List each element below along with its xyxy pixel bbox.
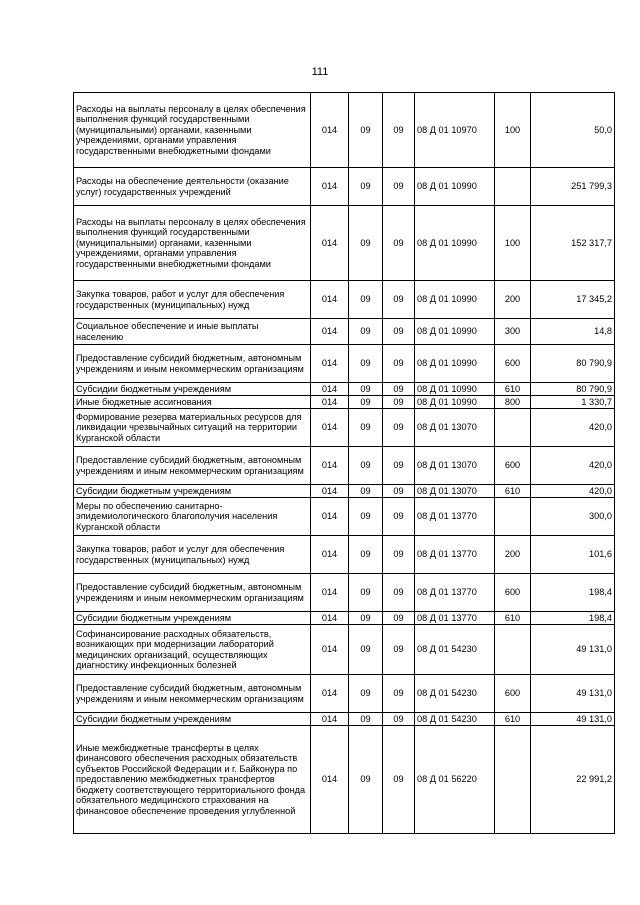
expense-type-cell: 200 <box>495 536 531 574</box>
target-article-cell: 08 Д 01 13770 <box>415 498 495 536</box>
table-row <box>74 713 615 726</box>
subsection-code-cell: 09 <box>383 726 415 834</box>
target-article-cell: 08 Д 01 10990 <box>415 319 495 345</box>
amount-cell: 300,0 <box>531 498 615 536</box>
target-article-cell: 08 Д 01 10990 <box>415 345 495 383</box>
subsection-code-cell: 09 <box>383 713 415 726</box>
table-row <box>74 574 615 612</box>
amount-cell: 198,4 <box>531 612 615 625</box>
expense-type-cell <box>495 409 531 447</box>
row-name-cell: Субсидии бюджетным учреждениям <box>74 485 311 498</box>
table-row <box>74 383 615 396</box>
expense-type-cell: 300 <box>495 319 531 345</box>
page-number: 111 <box>311 66 329 78</box>
ministry-code-cell: 014 <box>311 93 349 168</box>
table-row <box>74 498 615 536</box>
section-code-cell: 09 <box>349 574 383 612</box>
row-name-cell: Расходы на выплаты персоналу в целях обеспечения выполнения функций государственными (муниципальными) органами, казенными учреждениями, органами управления государственными внебюджетными фондами <box>74 93 311 168</box>
ministry-code-cell: 014 <box>311 396 349 409</box>
target-article-cell: 08 Д 01 10990 <box>415 383 495 396</box>
ministry-code-cell: 014 <box>311 168 349 206</box>
table-row <box>74 675 615 713</box>
ministry-code-cell: 014 <box>311 726 349 834</box>
row-name-cell: Предоставление субсидий бюджетным, автономным учреждениям и иным некоммерческим организациям <box>74 447 311 485</box>
table-row <box>74 612 615 625</box>
ministry-code-cell: 014 <box>311 713 349 726</box>
row-name-cell: Предоставление субсидий бюджетным, автономным учреждениям и иным некоммерческим организациям <box>74 675 311 713</box>
row-name-cell: Закупка товаров, работ и услуг для обеспечения государственных (муниципальных) нужд <box>74 281 311 319</box>
row-name-cell: Закупка товаров, работ и услуг для обеспечения государственных (муниципальных) нужд <box>74 536 311 574</box>
amount-cell: 1 330,7 <box>531 396 615 409</box>
row-name-cell: Предоставление субсидий бюджетным, автономным учреждениям и иным некоммерческим организациям <box>74 574 311 612</box>
section-code-cell: 09 <box>349 498 383 536</box>
amount-cell: 101,6 <box>531 536 615 574</box>
section-code-cell: 09 <box>349 536 383 574</box>
subsection-code-cell: 09 <box>383 206 415 281</box>
row-name-cell: Предоставление субсидий бюджетным, автономным учреждениям и иным некоммерческим организациям <box>74 345 311 383</box>
table-row <box>74 93 615 168</box>
target-article-cell: 08 Д 01 13070 <box>415 409 495 447</box>
budget-table <box>73 92 615 834</box>
subsection-code-cell: 09 <box>383 409 415 447</box>
target-article-cell: 08 Д 01 13770 <box>415 536 495 574</box>
section-code-cell: 09 <box>349 409 383 447</box>
subsection-code-cell: 09 <box>383 612 415 625</box>
expense-type-cell: 610 <box>495 485 531 498</box>
ministry-code-cell: 014 <box>311 409 349 447</box>
ministry-code-cell: 014 <box>311 345 349 383</box>
row-name-cell: Субсидии бюджетным учреждениям <box>74 713 311 726</box>
section-code-cell: 09 <box>349 625 383 675</box>
table-row <box>74 206 615 281</box>
amount-cell: 251 799,3 <box>531 168 615 206</box>
amount-cell: 14,8 <box>531 319 615 345</box>
subsection-code-cell: 09 <box>383 485 415 498</box>
table-row <box>74 168 615 206</box>
amount-cell: 420,0 <box>531 447 615 485</box>
target-article-cell: 08 Д 01 10990 <box>415 168 495 206</box>
expense-type-cell: 600 <box>495 447 531 485</box>
target-article-cell: 08 Д 01 10990 <box>415 206 495 281</box>
amount-cell: 17 345,2 <box>531 281 615 319</box>
target-article-cell: 08 Д 01 10970 <box>415 93 495 168</box>
target-article-cell: 08 Д 01 13070 <box>415 447 495 485</box>
ministry-code-cell: 014 <box>311 625 349 675</box>
subsection-code-cell: 09 <box>383 536 415 574</box>
target-article-cell: 08 Д 01 54230 <box>415 713 495 726</box>
section-code-cell: 09 <box>349 281 383 319</box>
row-name-cell: Субсидии бюджетным учреждениям <box>74 383 311 396</box>
table-row <box>74 625 615 675</box>
subsection-code-cell: 09 <box>383 93 415 168</box>
target-article-cell: 08 Д 01 10990 <box>415 396 495 409</box>
target-article-cell: 08 Д 01 13070 <box>415 485 495 498</box>
ministry-code-cell: 014 <box>311 485 349 498</box>
amount-cell: 80 790,9 <box>531 383 615 396</box>
section-code-cell: 09 <box>349 447 383 485</box>
subsection-code-cell: 09 <box>383 625 415 675</box>
amount-cell: 420,0 <box>531 485 615 498</box>
row-name-cell: Софинансирование расходных обязательств, возникающих при модернизации лабораторий медицинских организаций, осуществляющих диагностику инфекционных болезней <box>74 625 311 675</box>
target-article-cell: 08 Д 01 13770 <box>415 612 495 625</box>
row-name-cell: Иные межбюджетные трансферты в целях финансового обеспечения расходных обязательств субъектов Российской Федерации и г. Байконура по предоставлению межбюджетных трансфертов бюджету соответствующего территориального фонда обязательного медицинского страхования на финансовое обеспечение проведения углубленной <box>74 726 311 834</box>
ministry-code-cell: 014 <box>311 281 349 319</box>
subsection-code-cell: 09 <box>383 574 415 612</box>
amount-cell: 152 317,7 <box>531 206 615 281</box>
row-name-cell: Социальное обеспечение и иные выплаты населению <box>74 319 311 345</box>
section-code-cell: 09 <box>349 319 383 345</box>
expense-type-cell <box>495 498 531 536</box>
ministry-code-cell: 014 <box>311 383 349 396</box>
section-code-cell: 09 <box>349 675 383 713</box>
ministry-code-cell: 014 <box>311 574 349 612</box>
target-article-cell: 08 Д 01 56220 <box>415 726 495 834</box>
target-article-cell: 08 Д 01 54230 <box>415 675 495 713</box>
row-name-cell: Субсидии бюджетным учреждениям <box>74 612 311 625</box>
subsection-code-cell: 09 <box>383 345 415 383</box>
section-code-cell: 09 <box>349 383 383 396</box>
table-row <box>74 485 615 498</box>
ministry-code-cell: 014 <box>311 447 349 485</box>
section-code-cell: 09 <box>349 713 383 726</box>
table-row <box>74 396 615 409</box>
subsection-code-cell: 09 <box>383 675 415 713</box>
ministry-code-cell: 014 <box>311 612 349 625</box>
table-row <box>74 281 615 319</box>
target-article-cell: 08 Д 01 10990 <box>415 281 495 319</box>
amount-cell: 49 131,0 <box>531 625 615 675</box>
expense-type-cell <box>495 726 531 834</box>
section-code-cell: 09 <box>349 485 383 498</box>
ministry-code-cell: 014 <box>311 206 349 281</box>
section-code-cell: 09 <box>349 726 383 834</box>
subsection-code-cell: 09 <box>383 319 415 345</box>
expense-type-cell: 600 <box>495 574 531 612</box>
expense-type-cell: 610 <box>495 383 531 396</box>
amount-cell: 49 131,0 <box>531 675 615 713</box>
target-article-cell: 08 Д 01 13770 <box>415 574 495 612</box>
expense-type-cell <box>495 168 531 206</box>
expense-type-cell: 600 <box>495 675 531 713</box>
subsection-code-cell: 09 <box>383 281 415 319</box>
row-name-cell: Иные бюджетные ассигнования <box>74 396 311 409</box>
section-code-cell: 09 <box>349 168 383 206</box>
amount-cell: 420,0 <box>531 409 615 447</box>
expense-type-cell: 200 <box>495 281 531 319</box>
expense-type-cell: 100 <box>495 206 531 281</box>
amount-cell: 80 790,9 <box>531 345 615 383</box>
section-code-cell: 09 <box>349 345 383 383</box>
table-row <box>74 726 615 834</box>
table-row <box>74 447 615 485</box>
table-row <box>74 319 615 345</box>
ministry-code-cell: 014 <box>311 319 349 345</box>
subsection-code-cell: 09 <box>383 447 415 485</box>
row-name-cell: Формирование резерва материальных ресурсов для ликвидации чрезвычайных ситуаций на территории Курганской области <box>74 409 311 447</box>
target-article-cell: 08 Д 01 54230 <box>415 625 495 675</box>
row-name-cell: Расходы на обеспечение деятельности (оказание услуг) государственных учреждений <box>74 168 311 206</box>
ministry-code-cell: 014 <box>311 498 349 536</box>
amount-cell: 22 991,2 <box>531 726 615 834</box>
expense-type-cell <box>495 625 531 675</box>
table-row <box>74 345 615 383</box>
section-code-cell: 09 <box>349 612 383 625</box>
amount-cell: 50,0 <box>531 93 615 168</box>
ministry-code-cell: 014 <box>311 675 349 713</box>
row-name-cell: Меры по обеспечению санитарно-эпидемиологического благополучия населения Курганской области <box>74 498 311 536</box>
section-code-cell: 09 <box>349 93 383 168</box>
amount-cell: 49 131,0 <box>531 713 615 726</box>
subsection-code-cell: 09 <box>383 383 415 396</box>
table-row <box>74 409 615 447</box>
table-row <box>74 536 615 574</box>
ministry-code-cell: 014 <box>311 536 349 574</box>
amount-cell: 198,4 <box>531 574 615 612</box>
expense-type-cell: 100 <box>495 93 531 168</box>
expense-type-cell: 800 <box>495 396 531 409</box>
subsection-code-cell: 09 <box>383 396 415 409</box>
section-code-cell: 09 <box>349 206 383 281</box>
section-code-cell: 09 <box>349 396 383 409</box>
expense-type-cell: 610 <box>495 612 531 625</box>
row-name-cell: Расходы на выплаты персоналу в целях обеспечения выполнения функций государственными (муниципальными) органами, казенными учреждениями, органами управления государственными внебюджетными фондами <box>74 206 311 281</box>
expense-type-cell: 610 <box>495 713 531 726</box>
subsection-code-cell: 09 <box>383 498 415 536</box>
expense-type-cell: 600 <box>495 345 531 383</box>
subsection-code-cell: 09 <box>383 168 415 206</box>
